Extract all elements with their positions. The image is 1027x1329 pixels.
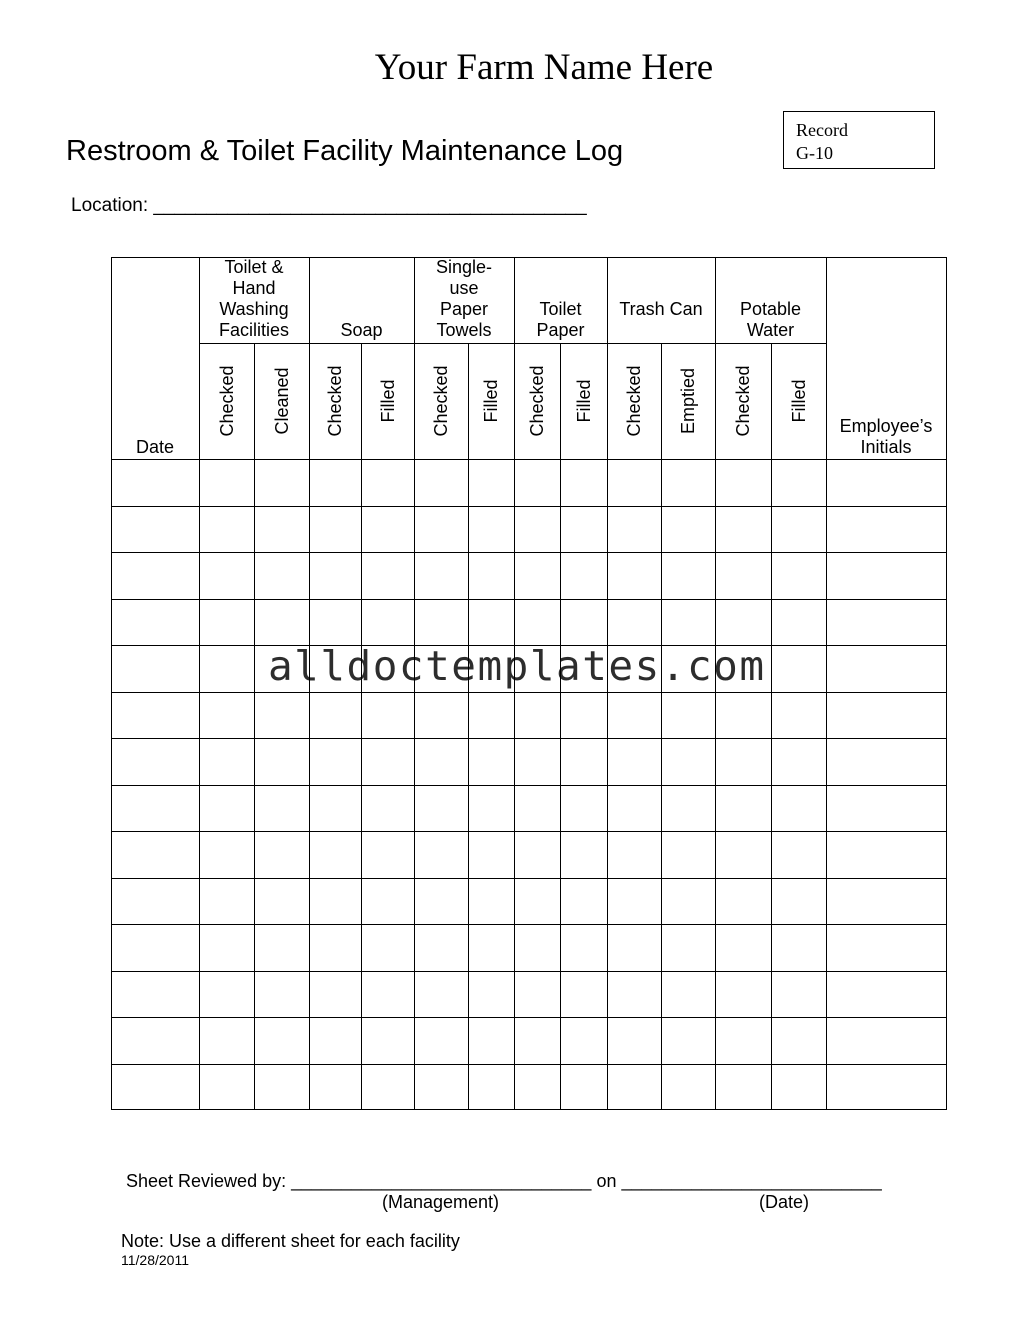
check-cell[interactable] — [255, 879, 309, 925]
check-cell[interactable] — [415, 786, 468, 832]
check-cell[interactable] — [469, 879, 514, 925]
date-cell[interactable] — [112, 1018, 199, 1064]
check-cell[interactable] — [200, 1018, 254, 1064]
initials-cell[interactable] — [827, 972, 947, 1018]
group-header: Toilet Paper — [536, 299, 585, 340]
facility-note: Note: Use a different sheet for each facility — [121, 1231, 460, 1251]
date-cell[interactable] — [112, 879, 199, 925]
check-cell[interactable] — [608, 460, 661, 506]
check-cell[interactable] — [772, 925, 826, 971]
check-cell[interactable] — [469, 600, 514, 646]
check-cell[interactable] — [561, 600, 607, 646]
check-cell[interactable] — [469, 553, 514, 599]
check-cell[interactable] — [515, 786, 560, 832]
record-number: G-10 — [796, 143, 833, 163]
initials-cell[interactable] — [827, 786, 947, 832]
check-cell[interactable] — [561, 553, 607, 599]
check-cell[interactable] — [310, 553, 361, 599]
check-cell[interactable] — [662, 879, 715, 925]
group-header: Soap — [340, 320, 383, 340]
employee-initials-header: Employee’s Initials — [839, 416, 933, 457]
subcolumn-header: Checked — [431, 365, 451, 437]
check-cell[interactable] — [255, 507, 309, 553]
date-cell[interactable] — [112, 460, 199, 506]
check-cell[interactable] — [561, 507, 607, 553]
check-cell[interactable] — [415, 600, 468, 646]
date-cell[interactable] — [112, 925, 199, 971]
check-cell[interactable] — [362, 879, 414, 925]
check-cell[interactable] — [561, 739, 607, 785]
date-cell[interactable] — [112, 646, 199, 692]
check-cell[interactable] — [772, 1018, 826, 1064]
check-cell[interactable] — [255, 786, 309, 832]
check-cell[interactable] — [255, 693, 309, 739]
check-cell[interactable] — [469, 925, 514, 971]
date-cell[interactable] — [112, 600, 199, 646]
check-cell[interactable] — [608, 832, 661, 878]
date-cell[interactable] — [112, 693, 199, 739]
check-cell[interactable] — [362, 600, 414, 646]
log-title: Restroom & Toilet Facility Maintenance Log — [66, 135, 624, 167]
check-cell[interactable] — [561, 972, 607, 1018]
check-cell[interactable] — [200, 786, 254, 832]
check-cell[interactable] — [608, 600, 661, 646]
check-cell[interactable] — [362, 925, 414, 971]
check-cell[interactable] — [662, 972, 715, 1018]
document-date: 11/28/2011 — [121, 1252, 189, 1268]
check-cell[interactable] — [415, 972, 468, 1018]
subcolumn-header: Filled — [481, 379, 501, 423]
check-cell[interactable] — [608, 879, 661, 925]
check-cell[interactable] — [662, 600, 715, 646]
check-cell[interactable] — [716, 693, 771, 739]
check-cell[interactable] — [515, 507, 560, 553]
location-label: Location: — [71, 195, 149, 216]
check-cell[interactable] — [362, 832, 414, 878]
initials-cell[interactable] — [827, 739, 947, 785]
subcolumn-header: Filled — [788, 379, 809, 423]
check-cell[interactable] — [772, 553, 826, 599]
check-cell[interactable] — [362, 972, 414, 1018]
check-cell[interactable] — [716, 739, 771, 785]
date-cell[interactable] — [112, 786, 199, 832]
management-caption: (Management) — [382, 1192, 500, 1212]
initials-cell[interactable] — [827, 925, 947, 971]
check-cell[interactable] — [662, 553, 715, 599]
reviewed-by-label: Sheet Reviewed by: — [126, 1171, 287, 1191]
check-cell[interactable] — [515, 972, 560, 1018]
check-cell[interactable] — [362, 786, 414, 832]
check-cell[interactable] — [415, 553, 468, 599]
check-cell[interactable] — [310, 972, 361, 1018]
check-cell[interactable] — [772, 739, 826, 785]
reviewed-by-row — [126, 1171, 882, 1192]
check-cell[interactable] — [561, 460, 607, 506]
date-cell[interactable] — [112, 739, 199, 785]
check-cell[interactable] — [362, 460, 414, 506]
check-cell[interactable] — [415, 739, 468, 785]
subcolumn-header: Checked — [624, 365, 644, 437]
check-cell[interactable] — [561, 1018, 607, 1064]
location-field[interactable]: _________________________________________ — [153, 195, 587, 216]
check-cell[interactable] — [310, 600, 361, 646]
check-cell[interactable] — [469, 507, 514, 553]
initials-cell[interactable] — [827, 553, 947, 599]
check-cell[interactable] — [515, 925, 560, 971]
subcolumn-header: Checked — [733, 365, 753, 437]
check-cell[interactable] — [561, 879, 607, 925]
check-cell[interactable] — [716, 460, 771, 506]
check-cell[interactable] — [255, 925, 309, 971]
subcolumn-header: Checked — [325, 365, 345, 437]
check-cell[interactable] — [415, 693, 468, 739]
check-cell[interactable] — [608, 1018, 661, 1064]
check-cell[interactable] — [310, 786, 361, 832]
date-cell[interactable] — [112, 553, 199, 599]
check-cell[interactable] — [415, 879, 468, 925]
check-cell[interactable] — [716, 600, 771, 646]
farm-name-title: Your Farm Name Here — [374, 47, 714, 88]
check-cell[interactable] — [310, 507, 361, 553]
initials-cell[interactable] — [827, 1018, 947, 1064]
check-cell[interactable] — [310, 832, 361, 878]
check-cell[interactable] — [200, 460, 254, 506]
check-cell[interactable] — [608, 786, 661, 832]
check-cell[interactable] — [561, 786, 607, 832]
subcolumn-header: Emptied — [678, 367, 698, 435]
subcolumn-header: Checked — [216, 365, 237, 437]
initials-cell[interactable] — [827, 879, 947, 925]
check-cell[interactable] — [716, 553, 771, 599]
subcolumn-header: Filled — [573, 379, 594, 423]
date-cell[interactable] — [112, 832, 199, 878]
check-cell[interactable] — [772, 693, 826, 739]
check-cell[interactable] — [608, 972, 661, 1018]
subcolumn-header: Cleaned — [271, 367, 292, 435]
check-cell[interactable] — [310, 1018, 361, 1064]
initials-cell[interactable] — [827, 832, 947, 878]
check-cell[interactable] — [310, 879, 361, 925]
check-cell[interactable] — [415, 1018, 468, 1064]
check-cell[interactable] — [608, 507, 661, 553]
subcolumn-header: Filled — [377, 379, 398, 423]
check-cell[interactable] — [608, 693, 661, 739]
group-header: Toilet & Hand Washing Facilities — [219, 257, 290, 340]
check-cell[interactable] — [200, 600, 254, 646]
check-cell[interactable] — [310, 460, 361, 506]
check-cell[interactable] — [772, 646, 826, 692]
check-cell[interactable] — [469, 739, 514, 785]
check-cell[interactable] — [469, 972, 514, 1018]
check-cell[interactable] — [515, 600, 560, 646]
check-cell[interactable] — [469, 832, 514, 878]
reviewed-by-field[interactable]: ______________________________ — [291, 1171, 592, 1191]
check-cell[interactable] — [515, 1018, 560, 1064]
group-header: Single-use Paper Towels — [435, 257, 493, 340]
check-cell[interactable] — [716, 972, 771, 1018]
check-cell[interactable] — [310, 739, 361, 785]
check-cell[interactable] — [362, 553, 414, 599]
check-cell[interactable] — [255, 739, 309, 785]
check-cell[interactable] — [716, 832, 771, 878]
check-cell[interactable] — [515, 460, 560, 506]
check-cell[interactable] — [255, 972, 309, 1018]
check-cell[interactable] — [608, 925, 661, 971]
date-cell[interactable] — [112, 507, 199, 553]
check-cell[interactable] — [200, 507, 254, 553]
location-row — [71, 195, 587, 217]
check-cell[interactable] — [662, 507, 715, 553]
check-cell[interactable] — [469, 786, 514, 832]
check-cell[interactable] — [608, 553, 661, 599]
check-cell[interactable] — [716, 507, 771, 553]
check-cell[interactable] — [362, 1018, 414, 1064]
initials-cell[interactable] — [827, 460, 947, 506]
check-cell[interactable] — [310, 693, 361, 739]
initials-cell[interactable] — [827, 646, 947, 692]
check-cell[interactable] — [415, 460, 468, 506]
check-cell[interactable] — [515, 879, 560, 925]
check-cell[interactable] — [716, 925, 771, 971]
check-cell[interactable] — [561, 925, 607, 971]
review-date-field[interactable]: __________________________ — [621, 1171, 882, 1191]
check-cell[interactable] — [608, 739, 661, 785]
check-cell[interactable] — [716, 879, 771, 925]
check-cell[interactable] — [561, 832, 607, 878]
check-cell[interactable] — [200, 553, 254, 599]
check-cell[interactable] — [255, 1018, 309, 1064]
record-label: Record — [796, 120, 848, 140]
date-column-header: Date — [135, 437, 175, 457]
check-cell[interactable] — [255, 553, 309, 599]
check-cell[interactable] — [200, 739, 254, 785]
check-cell[interactable] — [772, 786, 826, 832]
check-cell[interactable] — [469, 693, 514, 739]
check-cell[interactable] — [716, 1018, 771, 1064]
check-cell[interactable] — [515, 739, 560, 785]
group-header: Potable Water — [739, 299, 802, 340]
date-caption: (Date) — [759, 1192, 810, 1212]
check-cell[interactable] — [469, 1018, 514, 1064]
check-cell[interactable] — [415, 507, 468, 553]
check-cell[interactable] — [200, 972, 254, 1018]
check-cell[interactable] — [662, 739, 715, 785]
check-cell[interactable] — [772, 832, 826, 878]
check-cell[interactable] — [716, 786, 771, 832]
check-cell[interactable] — [200, 925, 254, 971]
check-cell[interactable] — [415, 925, 468, 971]
check-cell[interactable] — [662, 925, 715, 971]
check-cell[interactable] — [515, 693, 560, 739]
check-cell[interactable] — [200, 832, 254, 878]
check-cell[interactable] — [662, 693, 715, 739]
check-cell[interactable] — [362, 507, 414, 553]
check-cell[interactable] — [662, 832, 715, 878]
check-cell[interactable] — [662, 786, 715, 832]
check-cell[interactable] — [561, 693, 607, 739]
check-cell[interactable] — [255, 832, 309, 878]
check-cell[interactable] — [662, 1018, 715, 1064]
date-cell[interactable] — [112, 972, 199, 1018]
check-cell[interactable] — [662, 460, 715, 506]
subcolumn-header: Checked — [527, 365, 547, 437]
check-cell[interactable] — [469, 460, 514, 506]
check-cell[interactable] — [772, 879, 826, 925]
initials-cell[interactable] — [827, 693, 947, 739]
record-box — [783, 111, 935, 169]
check-cell[interactable] — [200, 879, 254, 925]
check-cell[interactable] — [515, 553, 560, 599]
initials-cell[interactable] — [827, 600, 947, 646]
check-cell[interactable] — [200, 693, 254, 739]
check-cell[interactable] — [772, 600, 826, 646]
check-cell[interactable] — [200, 646, 254, 692]
initials-cell[interactable] — [827, 507, 947, 553]
check-cell[interactable] — [362, 693, 414, 739]
check-cell[interactable] — [772, 460, 826, 506]
check-cell[interactable] — [362, 739, 414, 785]
watermark: alldoctemplates.com — [268, 642, 766, 690]
check-cell[interactable] — [515, 832, 560, 878]
check-cell[interactable] — [772, 972, 826, 1018]
check-cell[interactable] — [415, 832, 468, 878]
check-cell[interactable] — [772, 507, 826, 553]
on-label: on — [596, 1171, 617, 1191]
check-cell[interactable] — [310, 925, 361, 971]
check-cell[interactable] — [255, 600, 309, 646]
group-header: Trash Can — [619, 299, 703, 319]
check-cell[interactable] — [255, 460, 309, 506]
